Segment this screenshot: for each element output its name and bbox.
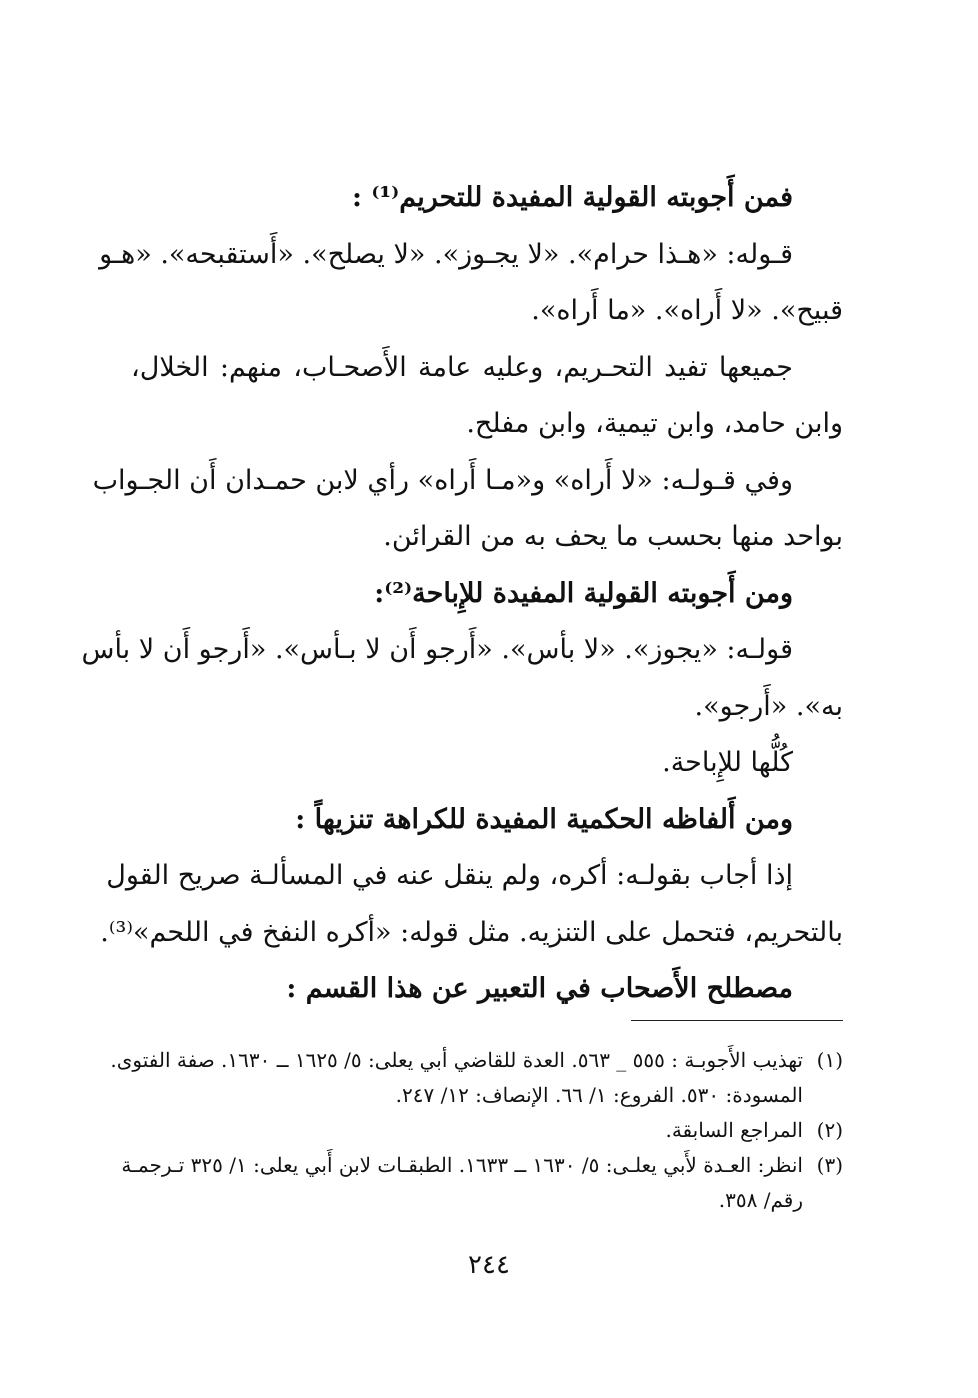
footnote-3 <box>121 1148 843 1183</box>
heading-companions-terminology: مصطلح الأَصحاب في التعبير عن هذا القسم : <box>286 973 793 1004</box>
footnote-2 <box>131 1113 843 1148</box>
heading-prohibition-answers: فمن أَجوبته القولية المفيدة للتحريم⁽¹⁾ : <box>351 182 793 213</box>
text-line: قبيح». «لا أَراه». «ما أَراه». <box>531 295 843 326</box>
text-line: كُلُّها للإِباحة. <box>662 747 793 778</box>
text-line: قولـه: «يجوز». «لا بأس». «أَرجو أَن لا بـأس». «أَرجو أَن لا بأس <box>81 634 793 665</box>
footnote-number: (١) <box>816 1048 843 1072</box>
text-line: قـوله: «هـذا حرام». «لا يجـوز». «لا يصلح». «أَستقبحه». «هـو <box>99 238 793 270</box>
footnote-1-continued: المسودة: ٥٣٠. الفروع: ١/ ٦٦. الإنصاف: ١٢/ ٢٤٧. <box>395 1083 803 1107</box>
footnotes <box>110 1043 843 1218</box>
heading-dislike-expressions: ومن أَلفاظه الحكمية المفيدة للكراهة تنزيهاً : <box>295 803 793 835</box>
footnote-number: (٢) <box>816 1118 843 1142</box>
footnote-text: تهذيب الأَجوبـة : ٥٥٥ _ ٥٦٣. العدة للقاضي أبي يعلى: ٥/ ١٦٢٥ ــ ١٦٣٠. صفة الفتوى. <box>110 1048 803 1072</box>
text-line: بواحد منها بحسب ما يحف به من القرائن. <box>383 521 843 552</box>
page-number: ٢٤٤ <box>468 1250 510 1280</box>
footnote-3-continued: رقم/ ٣٥٨. <box>718 1188 803 1212</box>
footnote-divider <box>631 1020 843 1021</box>
footnote-text: المراجع السابقة. <box>665 1118 803 1142</box>
text-line: إذا أجاب بقولـه: أكره، ولم ينقل عنه في المسألـة صريح القول <box>106 860 793 891</box>
text-line: وابن حامد، وابن تيمية، وابن مفلح. <box>466 408 843 439</box>
main-text <box>81 170 843 1018</box>
footnote-number: (٣) <box>816 1153 843 1177</box>
heading-permission-answers: ومن أَجوبته القولية المفيدة للإِباحة⁽²⁾: <box>374 577 793 609</box>
footnote-text: انظر: العـدة لأَبي يعلـى: ٥/ ١٦٣٠ ــ ١٦٣٣. الطبقـات لابن أَبي يعلى: ١/ ٣٢٥ تـرجمـة <box>121 1153 803 1177</box>
text-line: بالتحريم، فتحمل على التنزيه. مثل قوله: «أكره النفخ في اللحم»⁽³⁾. <box>100 916 843 948</box>
text-line: به». «أَرجو». <box>694 690 843 722</box>
text-line: وفي قـولـه: «لا أَراه» و«مـا أَراه» رأي لابن حمـدان أَن الجـواب <box>92 464 793 496</box>
footnote-1 <box>110 1043 843 1078</box>
text-line: جميعها تفيد التحـريم، وعليه عامة الأَصحـاب، منهم: الخلال، <box>131 351 793 383</box>
